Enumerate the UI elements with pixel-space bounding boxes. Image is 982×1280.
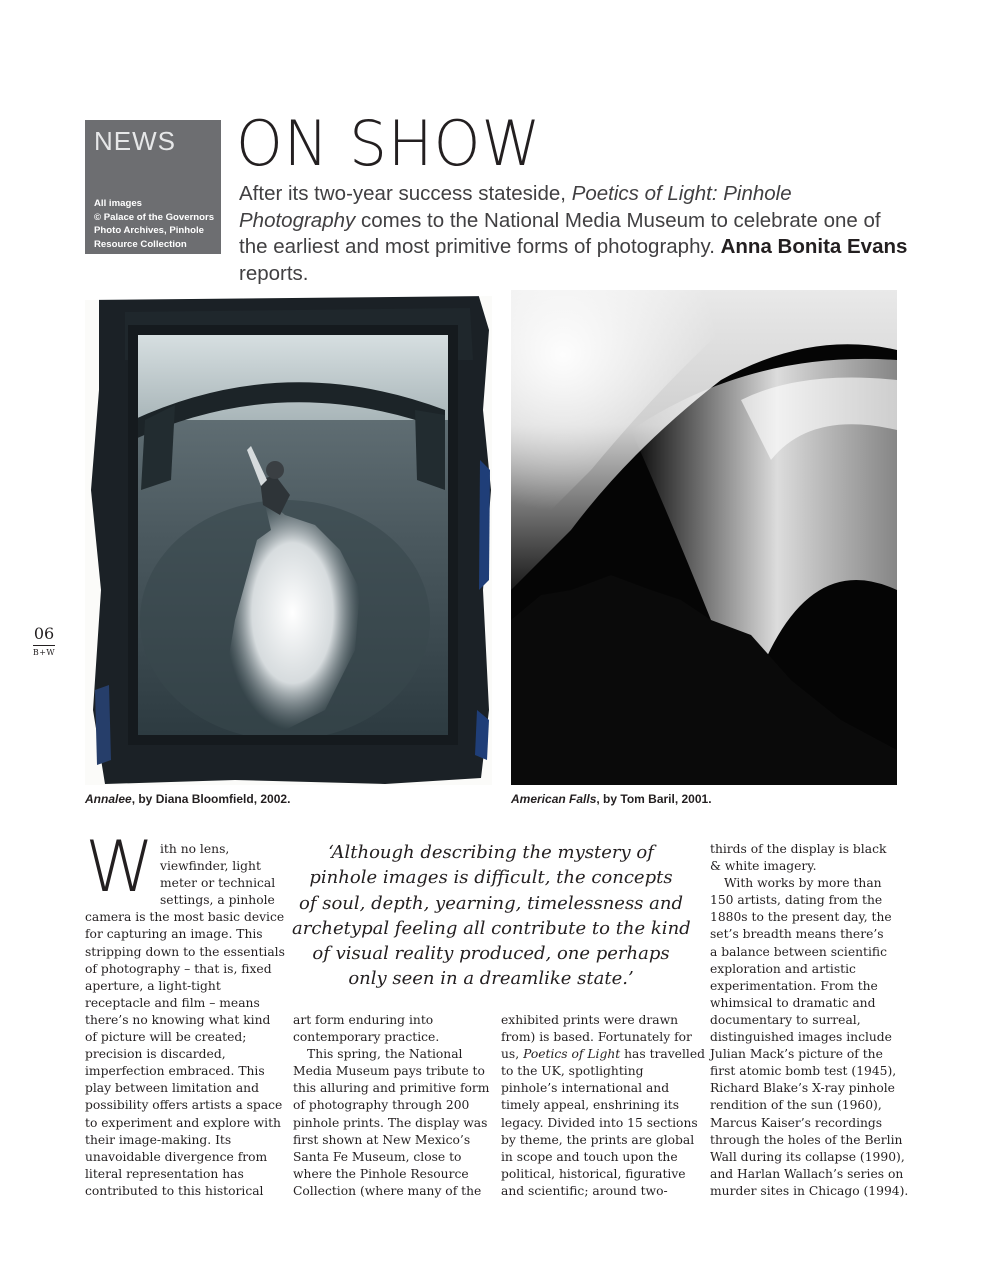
- body-line: camera is the most basic device: [85, 910, 285, 925]
- folio-rule: [33, 645, 55, 646]
- body-line: legacy. Divided into 15 sections: [501, 1115, 698, 1130]
- body-line: to experiment and explore with: [85, 1115, 281, 1130]
- body-text: us,: [501, 1047, 524, 1062]
- body-line: receptacle and film – means: [85, 995, 260, 1010]
- magazine-mark: B+W: [32, 648, 56, 657]
- body-line: from) is based. Fortunately for: [501, 1030, 692, 1045]
- credit-line: Resource Collection: [94, 238, 187, 250]
- standfirst-lead: After its two-year success stateside,: [239, 182, 572, 205]
- body-line: documentary to surreal,: [710, 1012, 861, 1027]
- body-line: 1880s to the present day, the: [710, 910, 892, 925]
- image-credit: [94, 197, 219, 251]
- body-line: of picture will be created;: [85, 1030, 247, 1045]
- body-line: [501, 1046, 705, 1063]
- body-line: first shown at New Mexico’s: [293, 1132, 471, 1147]
- body-line: by theme, the prints are global: [501, 1132, 695, 1147]
- body-line: a balance between scientific: [710, 944, 887, 959]
- page-folio: [32, 625, 56, 658]
- body-line: set’s breadth means there’s: [710, 927, 884, 942]
- credit-line: All images: [94, 198, 142, 209]
- quote-line: of soul, depth, yearning, timelessness and: [298, 892, 683, 914]
- caption-annalee: [85, 791, 290, 807]
- body-line: settings, a pinhole: [160, 893, 275, 908]
- body-line: pinhole’s international and: [501, 1081, 670, 1096]
- body-line: possibility offers artists a space: [85, 1098, 283, 1113]
- body-line: through the holes of the Berlin: [710, 1132, 903, 1147]
- standfirst-tail: reports.: [239, 261, 309, 285]
- body-line: literal representation has: [85, 1166, 244, 1181]
- pull-quote: [292, 840, 690, 992]
- body-line: Richard Blake’s X-ray pinhole: [710, 1081, 895, 1096]
- body-line: of photography through 200: [293, 1098, 470, 1113]
- body-line: imperfection embraced. This: [85, 1064, 265, 1079]
- body-line: ith no lens,: [160, 842, 230, 856]
- quote-line: ‘Although describing the mystery of: [328, 842, 654, 863]
- caption-text: , by Diana Bloomfield, 2002.: [131, 792, 291, 806]
- standfirst-middle: comes to the National Media Museum to celebrate one of the earliest and most primitive forms of photography.: [239, 208, 881, 258]
- body-line: where the Pinhole Resource: [293, 1166, 469, 1181]
- quote-line: archetypal feeling all contribute to the kind: [292, 917, 691, 939]
- caption-title: Annalee: [85, 792, 132, 806]
- body-line: for capturing an image. This: [85, 927, 263, 942]
- body-line: and scientific; around two-: [501, 1183, 668, 1198]
- body-line: This spring, the National: [307, 1047, 463, 1062]
- body-line: contemporary practice.: [293, 1030, 440, 1045]
- body-line: art form enduring into: [293, 1013, 434, 1027]
- headline: ON SHOW: [236, 107, 542, 180]
- body-column-3: [501, 1012, 705, 1200]
- photo-american-falls: [511, 290, 897, 785]
- body-line: 150 artists, dating from the: [710, 893, 883, 908]
- body-line: Santa Fe Museum, close to: [293, 1149, 462, 1164]
- body-line: thirds of the display is black: [710, 842, 887, 856]
- caption-american-falls: [511, 791, 712, 807]
- body-line: of photography – that is, fixed: [85, 961, 272, 976]
- body-line: contributed to this historical: [85, 1183, 264, 1198]
- body-text: has travelled: [620, 1047, 705, 1062]
- exhibition-title: Poetics of Light: Pinhole Photography: [239, 182, 792, 232]
- news-section-box: [85, 120, 221, 254]
- body-line: exploration and artistic: [710, 961, 856, 976]
- body-line: viewfinder, light: [160, 859, 261, 874]
- body-line: distinguished images include: [710, 1030, 892, 1045]
- page-number: 06: [33, 624, 55, 643]
- standfirst: [239, 181, 911, 287]
- body-line: Marcus Kaiser’s recordings: [710, 1115, 883, 1130]
- caption-text: , by Tom Baril, 2001.: [596, 792, 712, 806]
- body-line: With works by more than: [724, 876, 882, 891]
- body-line: meter or technical: [160, 876, 276, 891]
- body-line: unavoidable divergence from: [85, 1149, 268, 1164]
- body-line: Wall during its collapse (1990),: [710, 1149, 905, 1164]
- credit-line: © Palace of the Governors: [94, 211, 215, 223]
- body-line: this alluring and primitive form: [293, 1081, 490, 1096]
- body-line: & white imagery.: [710, 859, 817, 874]
- quote-line: only seen in a dreamlike state.’: [348, 968, 634, 990]
- body-column-4: [710, 841, 908, 1200]
- body-line: exhibited prints were drawn: [501, 1013, 679, 1027]
- body-line: there’s no knowing what kind: [85, 1012, 271, 1027]
- body-line: to the UK, spotlighting: [501, 1064, 644, 1079]
- body-line: precision is discarded,: [85, 1047, 226, 1062]
- body-line: play between limitation and: [85, 1081, 259, 1096]
- author-name: Anna Bonita Evans: [720, 235, 908, 258]
- body-column-2: [293, 1012, 489, 1200]
- section-label: NEWS: [94, 126, 176, 156]
- quote-line: of visual reality produced, one perhaps: [312, 943, 670, 965]
- quote-line: pinhole images is difficult, the concepts: [309, 867, 673, 889]
- body-line: rendition of the sun (1960),: [710, 1098, 882, 1113]
- body-line: political, historical, figurative: [501, 1166, 686, 1181]
- body-line: pinhole prints. The display was: [293, 1115, 488, 1130]
- body-line: experimentation. From the: [710, 978, 878, 993]
- body-line: and Harlan Wallach’s series on: [710, 1166, 904, 1181]
- body-line: stripping down to the essentials: [85, 944, 285, 959]
- body-line: aperture, a light-tight: [85, 978, 221, 993]
- body-line: first atomic bomb test (1945),: [710, 1064, 897, 1079]
- body-line: Media Museum pays tribute to: [293, 1064, 485, 1079]
- body-line: in scope and touch upon the: [501, 1149, 678, 1164]
- caption-title: American Falls: [511, 792, 597, 806]
- exhibition-title-inline: Poetics of Light: [523, 1047, 621, 1062]
- body-line: Collection (where many of the: [293, 1183, 482, 1198]
- drop-cap: W: [85, 826, 155, 908]
- body-line: Julian Mack’s picture of the: [710, 1047, 883, 1062]
- body-line: whimsical to dramatic and: [710, 995, 876, 1010]
- body-line: murder sites in Chicago (1994).: [710, 1183, 909, 1198]
- body-line: timely appeal, enshrining its: [501, 1098, 680, 1113]
- photo-annalee: [85, 290, 492, 785]
- credit-line: Photo Archives, Pinhole: [94, 225, 204, 236]
- body-line: their image-making. Its: [85, 1132, 232, 1147]
- body-column-1: [85, 841, 285, 1200]
